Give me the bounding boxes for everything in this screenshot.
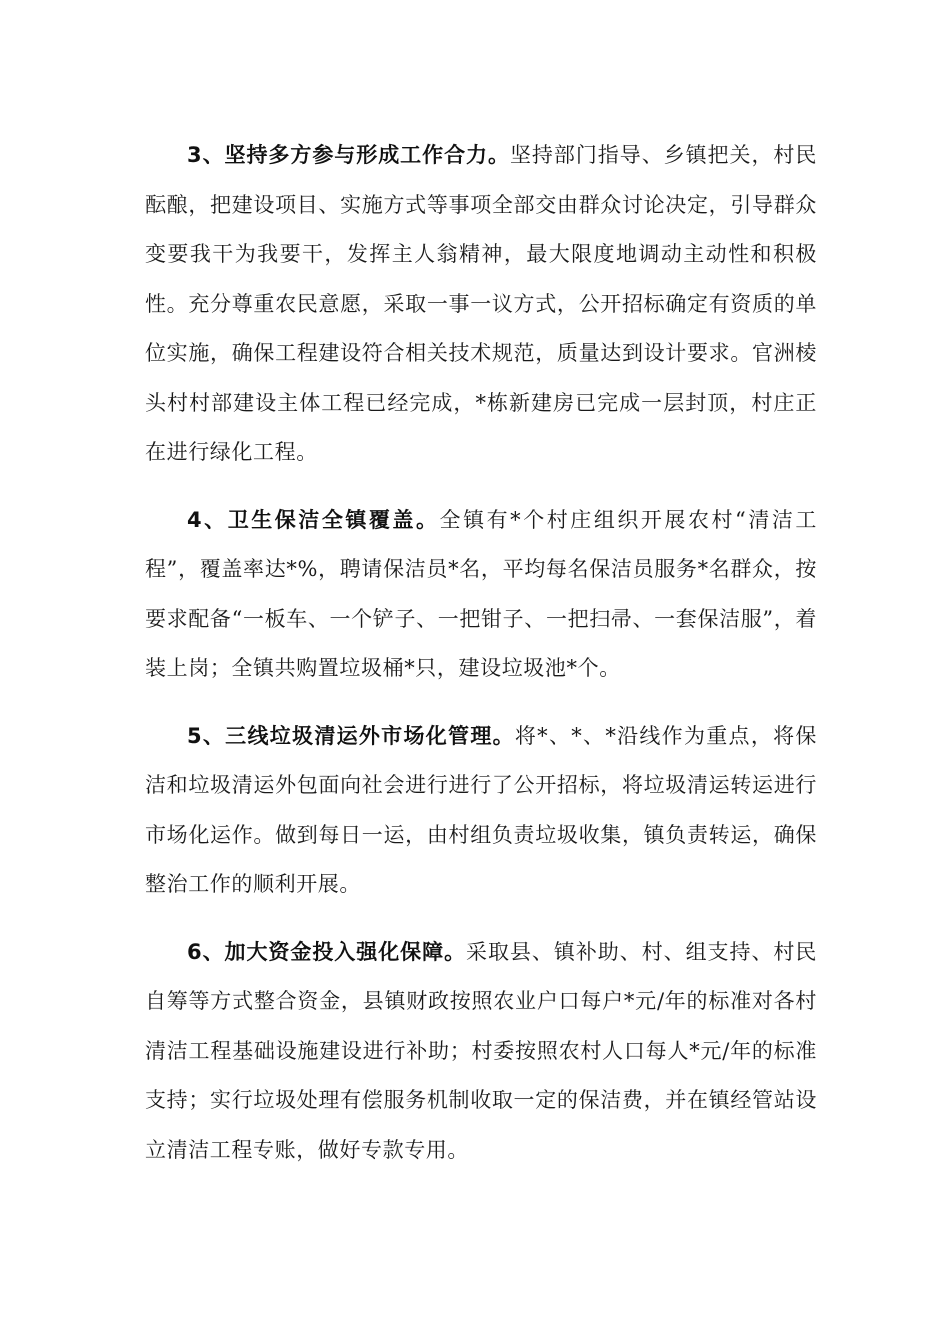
paragraph-5-heading: 5、三线垃圾清运外市场化管理。 [187, 723, 515, 748]
paragraph-6-text: 采取县、镇补助、村、组支持、村民自筹等方式整合资金，县镇财政按照农业户口每户*元/年的标准对各村清洁工程基础设施建设进行补助；村委按照农村人口每人*元/年的标准支持；实行垃圾处理有偿服务机制收取一定的保洁费，并在镇经管站设立清洁工程专账，做好专款专用。 [145, 939, 817, 1162]
paragraph-3 [145, 131, 817, 478]
paragraph-4-text: 全镇有*个村庄组织开展农村“清洁工程”，覆盖率达*%，聘请保洁员*名，平均每名保洁员服务*名群众，按要求配备“一板车、一个铲子、一把钳子、一把扫帚、一套保洁服”，着装上岗；全镇共购置垃圾桶*只，建设垃圾池*个。 [145, 507, 817, 680]
paragraph-6-heading: 6、加大资金投入强化保障。 [187, 939, 467, 964]
paragraph-4 [145, 496, 817, 694]
paragraph-6 [145, 928, 817, 1176]
paragraph-3-heading: 3、坚持多方参与形成工作合力。 [187, 143, 510, 167]
paragraph-5-text: 将*、*、*沿线作为重点，将保洁和垃圾清运外包面向社会进行进行了公开招标，将垃圾清运转运进行市场化运作。做到每日一运，由村组负责垃圾收集，镇负责转运，确保整治工作的顺利开展。 [145, 723, 817, 896]
paragraph-4-heading: 4、卫生保洁全镇覆盖。 [187, 507, 440, 532]
paragraph-3-text: 坚持部门指导、乡镇把关，村民酝酿，把建设项目、实施方式等事项全部交由群众讨论决定，引导群众变要我干为我要干，发挥主人翁精神，最大限度地调动主动性和积极性。充分尊重农民意愿，采取一事一议方式，公开招标确定有资质的单位实施，确保工程建设符合相关技术规范，质量达到设计要求。官洲棱头村村部建设主体工程已经完成，*栋新建房已完成一层封顶，村庄正在进行绿化工程。 [145, 143, 817, 464]
document-body [145, 131, 817, 1193]
paragraph-5 [145, 712, 817, 910]
